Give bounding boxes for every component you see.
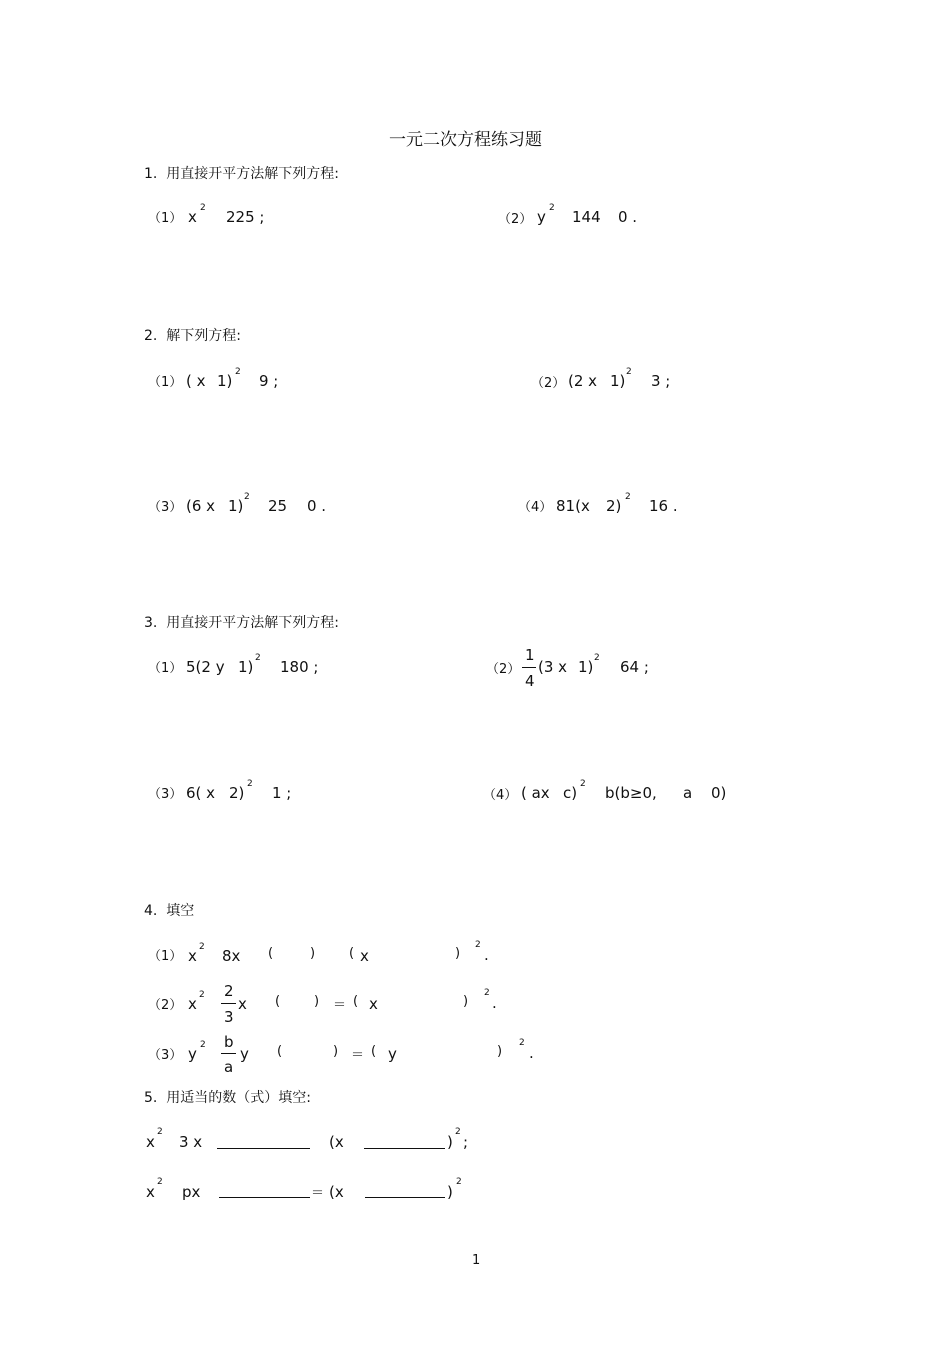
q3-1-exp: 2 (255, 653, 261, 663)
q2-3-close: 1) (228, 497, 244, 515)
q3-4-label: （4） (483, 788, 518, 803)
q3-3-term: 6( x (186, 784, 216, 802)
q3-2-frac-bar (522, 667, 536, 668)
q3-3-exp: 2 (247, 779, 253, 789)
q4-3-exp: 2 (200, 1040, 206, 1050)
q2-3-const: 25 (268, 497, 288, 515)
q3-2-exp: 2 (594, 653, 600, 663)
q4-1-label: （1） (148, 949, 183, 964)
q5-2-blank-line-1[interactable] (219, 1197, 310, 1198)
q3-2-close: 1) (578, 658, 594, 676)
q4-2-frac-num: 2 (224, 982, 234, 1000)
q5-heading: 5. 用适当的数（式）填空: (144, 1090, 311, 1106)
q4-2-x2: x (369, 995, 378, 1013)
q2-4-label: （4） (518, 500, 553, 515)
q4-1-term: 8x (222, 947, 241, 965)
page-title: 一元二次方程练习题 (389, 130, 542, 150)
q4-2-x: x (238, 995, 247, 1013)
q1-heading: 1. 用直接开平方法解下列方程: (144, 166, 339, 182)
q4-3-paren-open: ( (371, 1044, 377, 1059)
q3-3-rhs: 1 ; (272, 784, 292, 802)
q4-3-blank1-open: ( (277, 1044, 283, 1059)
q4-2-paren-close: ) (463, 994, 469, 1009)
q5-2-term: px (182, 1183, 201, 1201)
q3-2-frac-den: 4 (525, 672, 535, 690)
q2-2-rhs: 3 ; (651, 372, 671, 390)
q4-3-frac-bar (221, 1053, 236, 1054)
q4-3-frac-num: b (224, 1033, 234, 1051)
q3-1-term: 5(2 y (186, 658, 225, 676)
q3-4-term: ( ax (521, 784, 550, 802)
q5-1-paren-close: ) (447, 1133, 453, 1151)
q3-2-label: （2） (486, 662, 521, 677)
q5-2-paren-open: (x (329, 1183, 344, 1201)
q3-3-close: 2) (229, 784, 245, 802)
q1-2-label: （2） (498, 212, 533, 227)
q3-1-rhs: 180 ; (280, 658, 319, 676)
q2-1-rhs: 9 ; (259, 372, 279, 390)
q4-2-frac-den: 3 (224, 1008, 234, 1026)
q4-1-blank1-close: ) (310, 946, 316, 961)
q1-2-term: 144 (572, 208, 601, 226)
q2-3-label: （3） (148, 500, 183, 515)
q4-3-frac-den: a (224, 1058, 234, 1076)
q1-2-var: y (537, 208, 546, 226)
q4-1-exp2: 2 (475, 940, 481, 950)
q5-1-semicolon: ; (463, 1133, 469, 1151)
q1-2-exp: 2 (549, 203, 555, 213)
q5-1-var: x (146, 1133, 155, 1151)
q3-heading: 3. 用直接开平方法解下列方程: (144, 615, 339, 631)
q2-4-term: 81(x (556, 497, 590, 515)
q2-2-term: (2 x (568, 372, 598, 390)
q1-1-rhs: 225 ; (226, 208, 265, 226)
q3-2-term: (3 x (538, 658, 568, 676)
q4-3-var: y (188, 1045, 197, 1063)
q4-3-equals: ＝ (351, 1048, 365, 1063)
q5-2-var: x (146, 1183, 155, 1201)
q4-2-exp2: 2 (484, 988, 490, 998)
q4-3-period: . (529, 1044, 534, 1062)
q4-1-paren-open: ( (349, 946, 355, 961)
q4-2-period: . (492, 994, 497, 1012)
q3-4-exp: 2 (580, 779, 586, 789)
q4-3-blank1-close: ) (333, 1044, 339, 1059)
q2-1-close: 1) (217, 372, 233, 390)
q4-3-paren-close: ) (497, 1044, 503, 1059)
q2-4-close: 2) (606, 497, 622, 515)
q3-4-cond: b(b≥0, (605, 784, 657, 802)
q5-2-exp: 2 (157, 1177, 163, 1187)
q2-2-label: （2） (531, 376, 566, 391)
q4-1-var: x (188, 947, 197, 965)
q2-2-close: 1) (610, 372, 626, 390)
q2-1-label: （1） (148, 375, 183, 390)
q4-3-y2: y (388, 1045, 397, 1063)
q3-2-frac-num: 1 (525, 646, 535, 664)
q4-heading: 4. 填空 (144, 903, 195, 919)
q4-2-blank1-open: ( (275, 994, 281, 1009)
q2-3-exp: 2 (244, 492, 250, 502)
page-number: 1 (472, 1253, 481, 1268)
q5-1-blank-line-1[interactable] (217, 1148, 310, 1149)
q2-3-rhs: 0 . (307, 497, 327, 515)
q4-1-blank1-open: ( (268, 946, 274, 961)
q4-1-period: . (484, 946, 489, 964)
q4-2-blank1-close: ) (314, 994, 320, 1009)
q5-1-exp: 2 (157, 1127, 163, 1137)
q4-2-paren-open: ( (353, 994, 359, 1009)
q2-2-exp: 2 (626, 367, 632, 377)
q4-3-label: （3） (148, 1048, 183, 1063)
q2-1-exp: 2 (235, 367, 241, 377)
q4-2-frac-bar (221, 1003, 236, 1004)
q3-4-rhs: 0) (711, 784, 727, 802)
q5-1-blank-line-2[interactable] (364, 1148, 445, 1149)
q4-3-y: y (240, 1045, 249, 1063)
q4-3-exp2: 2 (519, 1038, 525, 1048)
q5-1-paren-open: (x (329, 1133, 344, 1151)
q3-1-label: （1） (148, 661, 183, 676)
q5-2-blank-line-2[interactable] (365, 1197, 445, 1198)
q4-2-label: （2） (148, 998, 183, 1013)
q2-1-term: ( x (186, 372, 206, 390)
q2-4-exp: 2 (625, 492, 631, 502)
q1-2-rhs: 0 . (618, 208, 638, 226)
q1-1-exp: 2 (200, 203, 206, 213)
q3-4-close: c) (563, 784, 578, 802)
q3-1-close: 1) (238, 658, 254, 676)
q4-1-exp: 2 (199, 942, 205, 952)
q4-2-equals: ＝ (333, 998, 347, 1013)
q4-2-exp: 2 (199, 990, 205, 1000)
q5-2-exp2: 2 (456, 1177, 462, 1187)
q2-3-term: (6 x (186, 497, 216, 515)
q5-2-equals: ＝ (311, 1186, 325, 1201)
q5-1-term: 3 x (179, 1133, 203, 1151)
q3-2-rhs: 64 ; (620, 658, 649, 676)
q4-1-x: x (360, 947, 369, 965)
q1-1-label: （1） (148, 211, 183, 226)
q3-3-label: （3） (148, 787, 183, 802)
q4-2-var: x (188, 995, 197, 1013)
q5-1-exp2: 2 (455, 1127, 461, 1137)
q1-1-var: x (188, 208, 197, 226)
q2-4-rhs: 16 . (649, 497, 678, 515)
q4-1-paren-close: ) (455, 946, 461, 961)
q5-2-paren-close: ) (447, 1183, 453, 1201)
q3-4-a: a (683, 784, 693, 802)
q2-heading: 2. 解下列方程: (144, 328, 241, 344)
